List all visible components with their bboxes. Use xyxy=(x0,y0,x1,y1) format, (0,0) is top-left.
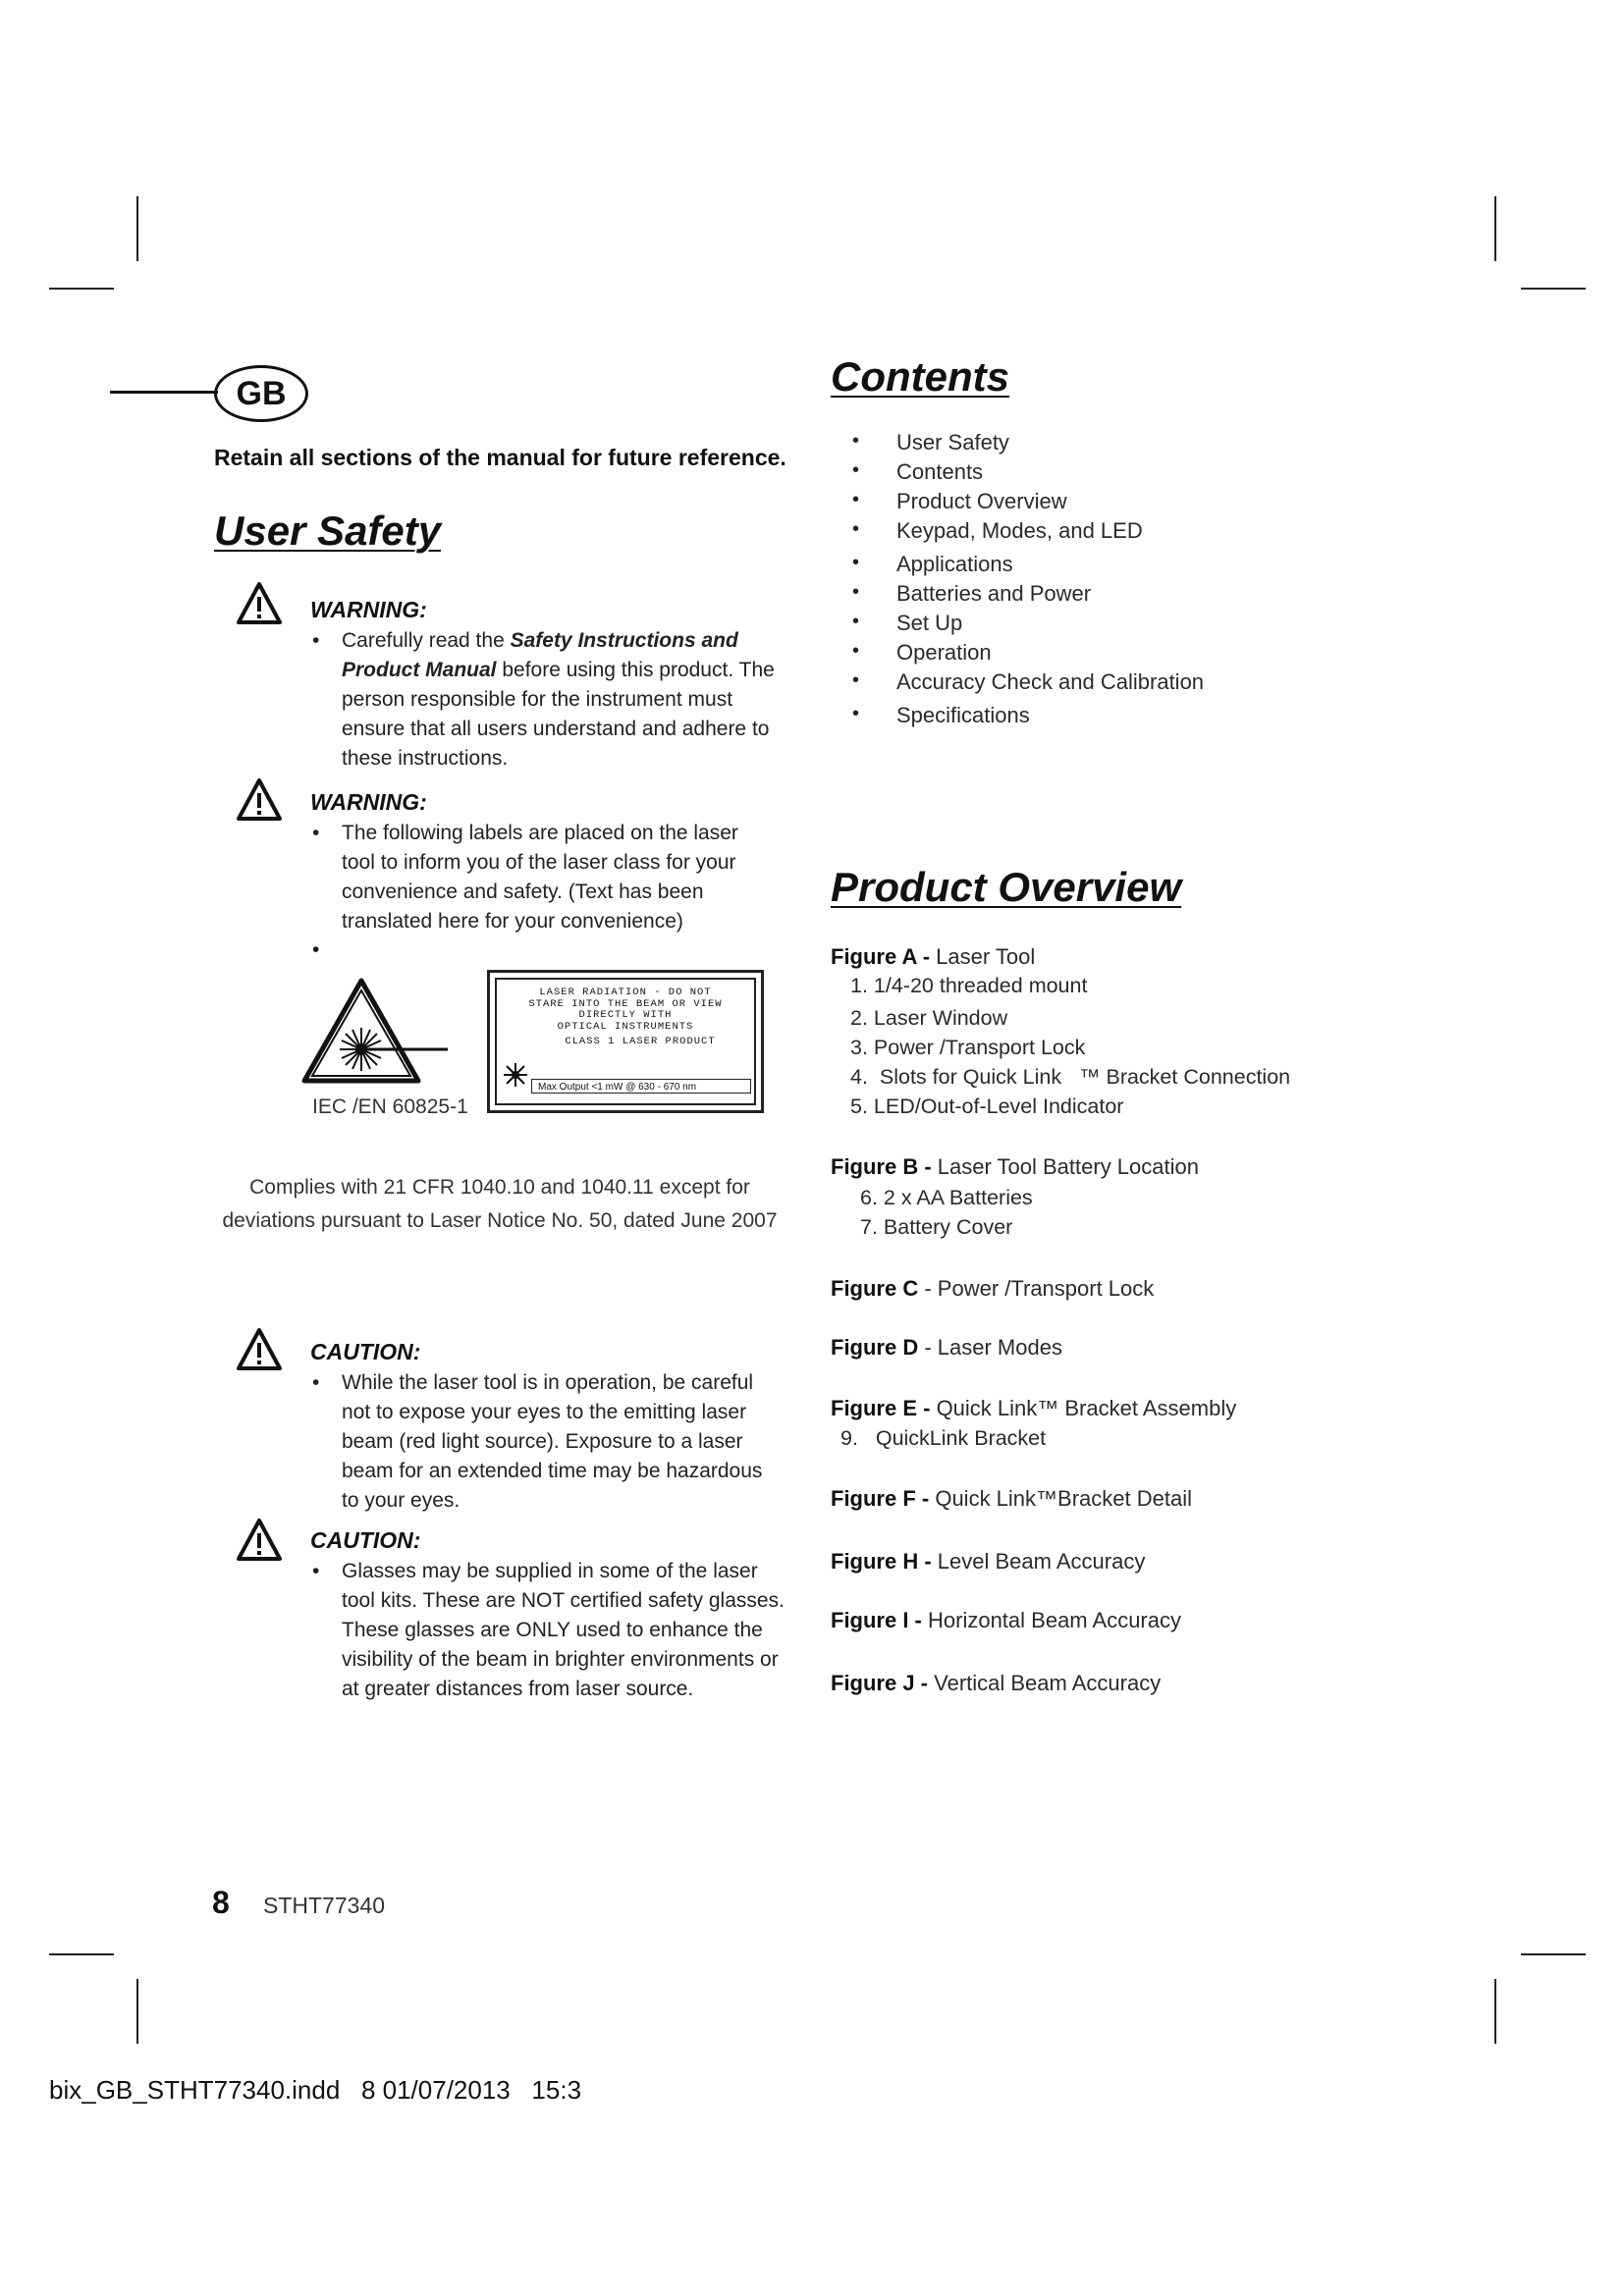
figure-d-caption xyxy=(831,1335,1062,1361)
figure-f-caption xyxy=(831,1486,1192,1512)
list-item: 4. Slots for Quick Link ™ Bracket Connection xyxy=(850,1065,1291,1089)
caution-2-text: • Glasses may be supplied in some of the laser tool kits. These are NOT certified safety glasses. These glasses are ONLY used to enhance the visibility of the beam in brighter environments or at greater distances from laser source. xyxy=(312,1557,793,1704)
figure-label: Figure F - xyxy=(831,1486,930,1511)
toc-item[interactable]: User Safety xyxy=(896,430,1009,454)
country-code: GB xyxy=(214,365,308,422)
figure-b-caption xyxy=(831,1154,1199,1180)
bullet-dot: • xyxy=(852,489,860,510)
compliance-text-line-1: Complies with 21 CFR 1040.10 and 1040.11 except for xyxy=(249,1176,750,1199)
list-item: 6. 2 x AA Batteries xyxy=(860,1186,1033,1209)
list-item: 1. 1/4-20 threaded mount xyxy=(850,974,1088,997)
bullet-dot: • xyxy=(852,581,860,603)
caution-label: CAUTION: xyxy=(310,1339,421,1364)
warning-1-text: • Carefully read the Safety Instructions and Product Manual before using this product. The person responsible for the instrument must ensure that all users understand and adhere to these instructions. xyxy=(312,629,775,770)
crop-mark xyxy=(49,288,114,290)
crop-mark xyxy=(1521,288,1586,290)
laser-symbol-caption: IEC /EN 60825-1 xyxy=(312,1095,468,1118)
caution-2-text-body: Glasses may be supplied in some of the laser tool kits. These are NOT certified safety glasses. These glasses are ONLY used to enhance the visibility of the beam in brighter environments or at greater distances from laser source. xyxy=(342,1560,785,1700)
crop-mark xyxy=(136,1979,138,2044)
warning-2-text: • The following labels are placed on the laser tool to inform you of the laser class for your convenience and safety. (Text has been translated here for your convenience) xyxy=(312,819,774,936)
figure-label: Figure D xyxy=(831,1335,919,1360)
product-overview-title: Product Overview xyxy=(831,864,1182,910)
print-slug: bix_GB_STHT77340.indd 8 01/07/2013 15:3 xyxy=(49,2075,582,2105)
toc-item[interactable]: Set Up xyxy=(896,611,963,635)
bullet-dot: • xyxy=(852,640,860,662)
bullet-dot: • xyxy=(852,611,860,632)
figure-e-caption xyxy=(831,1396,1236,1421)
laser-warning-label xyxy=(487,970,764,1113)
warning-1-text-bold: Safety Instructions and Product Manual xyxy=(342,629,738,681)
laser-label-line: CLASS 1 LASER PRODUCT xyxy=(565,1036,716,1047)
figure-h-caption xyxy=(831,1549,1145,1575)
laser-label-line: STARE INTO THE BEAM OR VIEW xyxy=(528,997,723,1010)
toc-item[interactable]: Product Overview xyxy=(896,489,1067,513)
warning-label: WARNING: xyxy=(310,789,427,815)
laser-label-line: LASER RADIATION - DO NOT xyxy=(539,987,712,998)
bullet-dot: • xyxy=(852,518,860,540)
model-number: STHT77340 xyxy=(263,1893,386,1918)
starburst-icon xyxy=(504,1063,527,1092)
warning-icon xyxy=(236,777,283,823)
user-safety-title: User Safety xyxy=(214,507,442,554)
toc-item[interactable]: Operation xyxy=(896,640,992,665)
toc-item[interactable]: Accuracy Check and Calibration xyxy=(896,669,1205,694)
warning-1-text-post: before using this product. The person responsible for the instrument must ensure that all users understand and adhere to these instructions. xyxy=(342,659,775,770)
figure-text: Horizontal Beam Accuracy xyxy=(921,1608,1181,1632)
list-item: 5. LED/Out-of-Level Indicator xyxy=(850,1095,1124,1118)
figure-label: Figure A - xyxy=(831,944,931,969)
retain-note: Retain all sections of the manual for future reference. xyxy=(214,445,786,470)
figure-text: - Laser Modes xyxy=(918,1335,1062,1360)
crop-mark xyxy=(49,1953,114,1955)
warning-1-text-pre: Carefully read the xyxy=(342,629,511,652)
bullet-dot: • xyxy=(852,459,860,481)
caution-1-text: • While the laser tool is in operation, be careful not to expose your eyes to the emitting laser beam (red light source). Exposure to a laser beam for an extended time may be hazardous to your eyes. xyxy=(312,1368,784,1516)
caution-icon xyxy=(236,1518,283,1563)
toc-item[interactable]: Applications xyxy=(896,552,1013,576)
figure-label: Figure E - xyxy=(831,1396,931,1420)
laser-hazard-icon xyxy=(300,977,458,1087)
figure-text: Quick Link™Bracket Detail xyxy=(929,1486,1192,1511)
toc-item[interactable]: Keypad, Modes, and LED xyxy=(896,518,1143,543)
figure-label: Figure H - xyxy=(831,1549,932,1574)
figure-label: Figure C xyxy=(831,1276,919,1301)
warning-icon xyxy=(236,581,283,626)
caution-label: CAUTION: xyxy=(310,1527,421,1553)
list-item: 2. Laser Window xyxy=(850,1006,1008,1030)
figure-text: Laser Tool Battery Location xyxy=(931,1154,1199,1179)
toc-item[interactable]: Batteries and Power xyxy=(896,581,1092,606)
bullet-dot: • xyxy=(852,552,860,573)
compliance-text-line-2: deviations pursuant to Laser Notice No. 50, dated June 2007 xyxy=(222,1209,778,1232)
figure-text: Vertical Beam Accuracy xyxy=(928,1671,1162,1695)
country-badge xyxy=(110,363,306,422)
figure-text: Level Beam Accuracy xyxy=(931,1549,1146,1574)
crop-mark xyxy=(136,196,138,261)
figure-label: Figure B - xyxy=(831,1154,932,1179)
contents-title: Contents xyxy=(831,353,1009,400)
bullet-dot: • xyxy=(852,430,860,452)
figure-label: Figure J - xyxy=(831,1671,929,1695)
laser-label-line: DIRECTLY WITH xyxy=(578,1009,673,1021)
warning-label: WARNING: xyxy=(310,597,427,622)
figure-text: Quick Link™ Bracket Assembly xyxy=(930,1396,1237,1420)
list-item: 3. Power /Transport Lock xyxy=(850,1036,1086,1059)
figure-label: Figure I - xyxy=(831,1608,922,1632)
caution-icon xyxy=(236,1327,283,1372)
toc-item[interactable]: Specifications xyxy=(896,703,1030,727)
warning-2-text-body: The following labels are placed on the laser tool to inform you of the laser class for your convenience and safety. (Text has been translated here for your convenience) xyxy=(342,822,738,933)
bullet-dot: • xyxy=(312,938,320,961)
figure-c-caption xyxy=(831,1276,1154,1302)
caution-1-text-body: While the laser tool is in operation, be careful not to expose your eyes to the emitting laser beam (red light source). Exposure to a laser beam for an extended time may be hazardous to your eyes. xyxy=(342,1371,763,1512)
figure-i-caption xyxy=(831,1608,1181,1633)
laser-label-line: OPTICAL INSTRUMENTS xyxy=(557,1020,694,1033)
page-number: 8 xyxy=(212,1885,230,1920)
toc-item[interactable]: Contents xyxy=(896,459,984,484)
crop-mark xyxy=(1494,1979,1496,2044)
figure-j-caption xyxy=(831,1671,1161,1696)
list-item: 9. QuickLink Bracket xyxy=(840,1426,1047,1450)
laser-label-output: Max Output <1 mW @ 630 - 670 nm xyxy=(531,1079,751,1094)
crop-mark xyxy=(1521,1953,1586,1955)
figure-a-caption xyxy=(831,944,1035,970)
bullet-dot: • xyxy=(852,703,860,724)
figure-text: Laser Tool xyxy=(930,944,1036,969)
list-item: 7. Battery Cover xyxy=(860,1215,1013,1239)
crop-mark xyxy=(1494,196,1496,261)
figure-text: - Power /Transport Lock xyxy=(918,1276,1155,1301)
bullet-dot: • xyxy=(852,669,860,691)
